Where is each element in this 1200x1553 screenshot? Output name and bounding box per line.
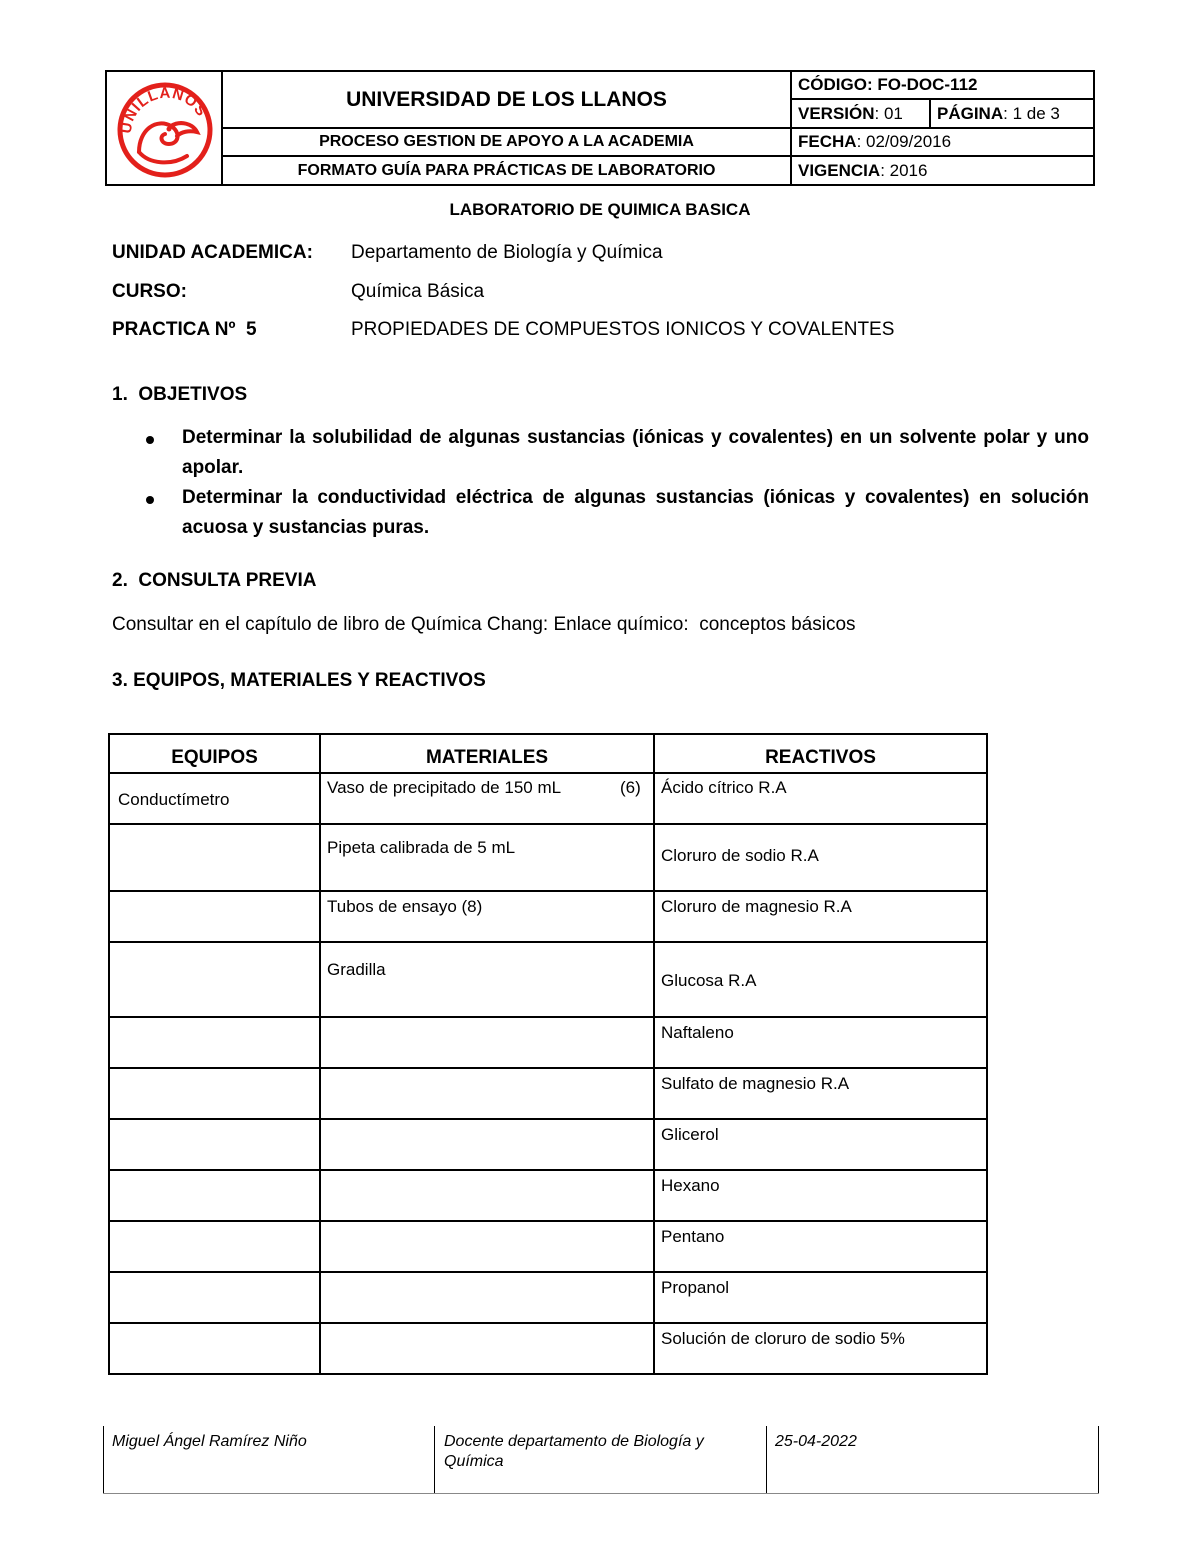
- code-label: CÓDIGO:: [798, 75, 873, 94]
- info-value-unit: Departamento de Biología y Química: [351, 242, 663, 263]
- page-value: : 1 de 3: [1003, 103, 1060, 123]
- date-value: : 02/09/2016: [856, 132, 952, 151]
- format-name: FORMATO GUÍA PARA PRÁCTICAS DE LABORATORIO: [297, 161, 716, 179]
- document-footer: [103, 1426, 1099, 1494]
- footer-date: 25-04-2022: [775, 1433, 857, 1450]
- materials-table: [108, 733, 988, 1375]
- table-cell-materiales: Pipeta calibrada de 5 mL: [327, 838, 516, 857]
- svg-text:UNILLANOS: UNILLANOS: [117, 84, 211, 135]
- objective-1-line-2: apolar.: [182, 457, 244, 478]
- consulta-text: Consultar en el capítulo de libro de Química Chang: Enlace químico: conceptos básicos: [112, 614, 856, 635]
- objective-2-line-2: acuosa y sustancias puras.: [182, 517, 430, 538]
- document-code: [792, 72, 1098, 98]
- page-label: PÁGINA: [937, 103, 1004, 123]
- code-value: FO-DOC-112: [877, 75, 978, 94]
- table-cell-materiales: Tubos de ensayo (8): [327, 897, 483, 916]
- version-value: : 01: [874, 103, 903, 123]
- table-cell-materiales: Vaso de precipitado de 150 mL: [327, 778, 562, 797]
- bullet-icon: [146, 496, 154, 504]
- table-cell-materiales-qty: (6): [620, 778, 641, 797]
- table-cell-reactivos: Hexano: [661, 1176, 720, 1195]
- document-page: [931, 100, 1098, 127]
- table-cell-reactivos: Ácido cítrico R.A: [661, 778, 787, 797]
- column-header-materiales: MATERIALES: [425, 747, 549, 768]
- document-date: [792, 129, 1098, 155]
- university-logo: [109, 74, 221, 184]
- table-cell-reactivos: Pentano: [661, 1227, 725, 1246]
- column-header-reactivos: REACTIVOS: [765, 747, 876, 768]
- column-header-equipos: EQUIPOS: [171, 747, 258, 768]
- objective-2-line-1: Determinar la conductividad eléctrica de algunas sustancias (iónicas y covalentes) en solución: [182, 487, 1089, 508]
- process-name: PROCESO GESTION DE APOYO A LA ACADEMIA: [319, 133, 694, 150]
- info-label-unit: UNIDAD ACADEMICA:: [112, 242, 313, 263]
- document-validity: [792, 157, 1098, 184]
- table-cell-reactivos: Sulfato de magnesio R.A: [661, 1074, 850, 1093]
- document-version: [792, 100, 935, 127]
- table-cell-reactivos: Glucosa R.A: [661, 971, 757, 990]
- table-cell-reactivos: Cloruro de magnesio R.A: [661, 897, 852, 916]
- info-label-practice: PRACTICA Nº 5: [112, 319, 257, 340]
- section-heading-equipment: 3. EQUIPOS, MATERIALES Y REACTIVOS: [112, 670, 486, 691]
- footer-role-line-1: Docente departamento de Biología y: [444, 1433, 704, 1450]
- date-label: FECHA: [798, 132, 857, 151]
- document-header: [105, 70, 1095, 186]
- table-cell-reactivos: Solución de cloruro de sodio 5%: [661, 1329, 905, 1348]
- info-value-practice: PROPIEDADES DE COMPUESTOS IONICOS Y COVALENTES: [351, 319, 895, 340]
- info-label-course: CURSO:: [112, 281, 187, 302]
- footer-author: Miguel Ángel Ramírez Niño: [112, 1433, 307, 1450]
- university-name: UNIVERSIDAD DE LOS LLANOS: [346, 87, 667, 111]
- footer-role-line-2: Química: [444, 1453, 504, 1470]
- objective-1-line-1: Determinar la solubilidad de algunas sustancias (iónicas y covalentes) en un solvente polar y uno: [182, 427, 1089, 448]
- lab-title: LABORATORIO DE QUIMICA BASICA: [449, 200, 751, 219]
- table-cell-reactivos: Glicerol: [661, 1125, 719, 1144]
- bullet-icon: [146, 436, 154, 444]
- version-label: VERSIÓN: [798, 103, 875, 123]
- table-cell-reactivos: Naftaleno: [661, 1023, 734, 1042]
- section-heading-consulta: 2. CONSULTA PREVIA: [112, 570, 317, 591]
- validity-label: VIGENCIA: [798, 160, 881, 180]
- table-cell-reactivos: Cloruro de sodio R.A: [661, 846, 819, 865]
- table-cell-equipos: Conductímetro: [118, 790, 230, 809]
- table-cell-materiales: Gradilla: [327, 960, 386, 979]
- section-heading-objectives: 1. OBJETIVOS: [112, 384, 248, 405]
- table-cell-reactivos: Propanol: [661, 1278, 730, 1297]
- unillanos-seal-icon: [109, 74, 221, 184]
- info-value-course: Química Básica: [351, 281, 485, 302]
- validity-value: : 2016: [880, 160, 928, 180]
